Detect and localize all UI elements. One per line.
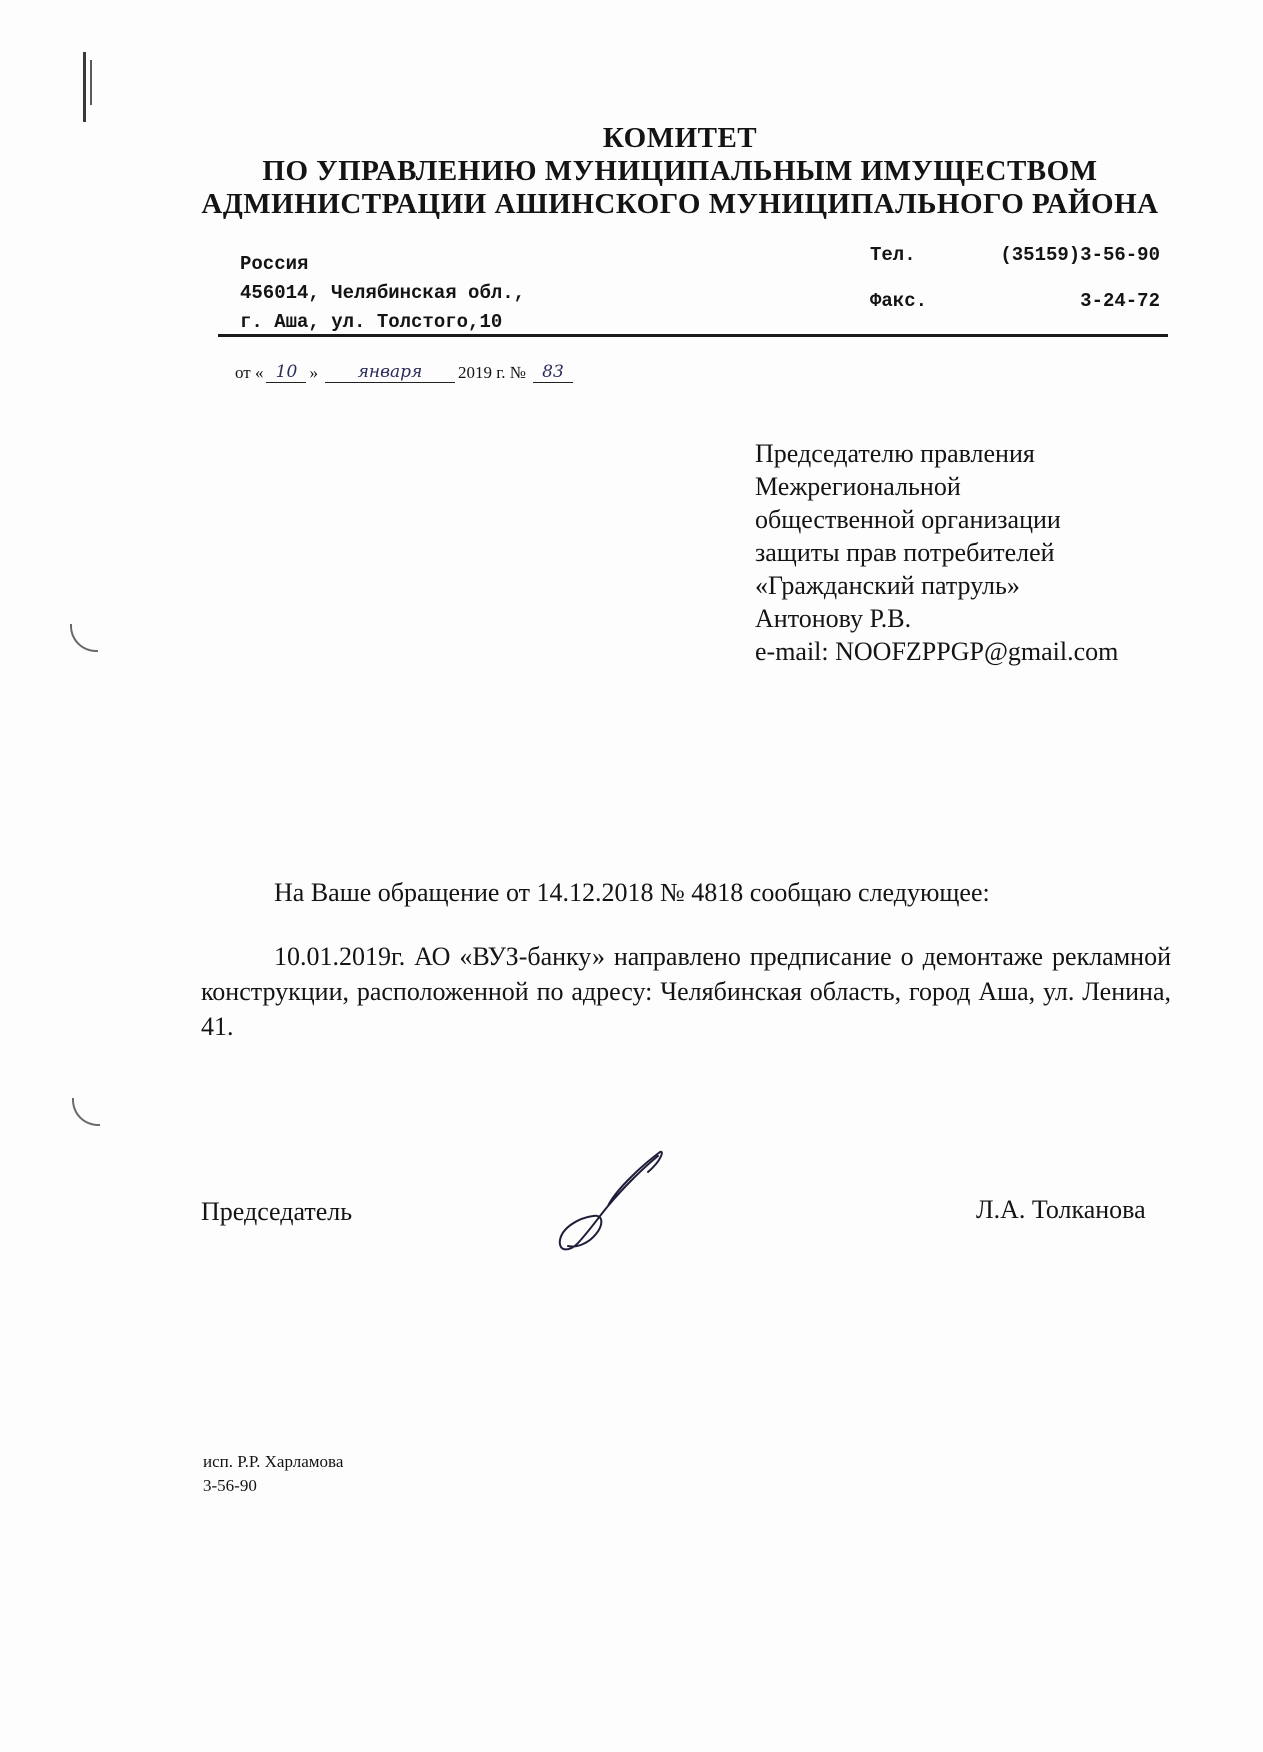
- date-mid: »: [309, 363, 318, 382]
- date-prefix: от «: [235, 363, 264, 382]
- executor-name: исп. Р.Р. Харламова: [203, 1452, 344, 1471]
- address-postal: 456014, Челябинская обл.,: [240, 282, 526, 304]
- body-paragraph-1: На Ваше обращение от 14.12.2018 № 4818 сообщаю следующее:: [274, 878, 990, 907]
- fax-value: 3-24-72: [1080, 290, 1160, 312]
- handwritten-signature: [548, 1148, 668, 1258]
- scan-margin-mark: [83, 52, 86, 122]
- date-year: 2019 г. №: [457, 363, 526, 382]
- date-month-handwritten: января: [325, 362, 455, 383]
- header-line-3: АДМИНИСТРАЦИИ АШИНСКОГО МУНИЦИПАЛЬНОГО РАЙОНА: [201, 188, 1159, 220]
- recipient-line: Председателю правления: [755, 439, 1035, 468]
- executor-phone: 3-56-90: [203, 1476, 257, 1495]
- fax-label: Факс.: [870, 290, 928, 312]
- recipient-line: «Гражданский патруль»: [755, 571, 1020, 600]
- document-date-line: [232, 362, 573, 383]
- recipient-line: Антонову Р.В.: [755, 604, 912, 633]
- recipient-line: защиты прав потребителей: [755, 538, 1055, 567]
- recipient-line: Межрегиональной: [755, 472, 961, 501]
- organization-address: [240, 250, 525, 337]
- recipient-block: [755, 437, 1118, 668]
- phone-row: [870, 242, 1160, 288]
- address-country: Россия: [240, 253, 309, 275]
- executor-block: [203, 1450, 343, 1498]
- organization-contacts: [870, 242, 1160, 334]
- address-street: г. Аша, ул. Толстого,10: [240, 311, 503, 333]
- recipient-line: общественной организации: [755, 505, 1061, 534]
- punch-hole-mark: [72, 1098, 100, 1126]
- phone-value: (35159)3-56-90: [1000, 244, 1160, 266]
- fax-row: [870, 288, 1160, 334]
- phone-label: Тел.: [870, 244, 916, 266]
- header-divider: [218, 334, 1168, 337]
- body-paragraph-2: 10.01.2019г. АО «ВУЗ-банку» направлено предписание о демонтаже рекламной конструкции, расположенной по адресу: Челябинская область, город Аша, ул. Ленина, 41.: [201, 942, 1171, 1041]
- signatory-title: Председатель: [201, 1197, 353, 1226]
- recipient-email: e-mail: NOOFZPPGP@gmail.com: [755, 637, 1119, 666]
- date-day-handwritten: 10: [266, 362, 306, 383]
- document-number-handwritten: 83: [533, 362, 573, 383]
- signatory-name: Л.А. Толканова: [976, 1195, 1146, 1224]
- scan-margin-mark: [90, 60, 92, 105]
- punch-hole-mark: [70, 624, 98, 652]
- header-line-1: КОМИТЕТ: [602, 122, 758, 154]
- header-line-2: ПО УПРАВЛЕНИЮ МУНИЦИПАЛЬНЫМ ИМУЩЕСТВОМ: [262, 155, 1098, 187]
- organization-header: [190, 122, 1170, 221]
